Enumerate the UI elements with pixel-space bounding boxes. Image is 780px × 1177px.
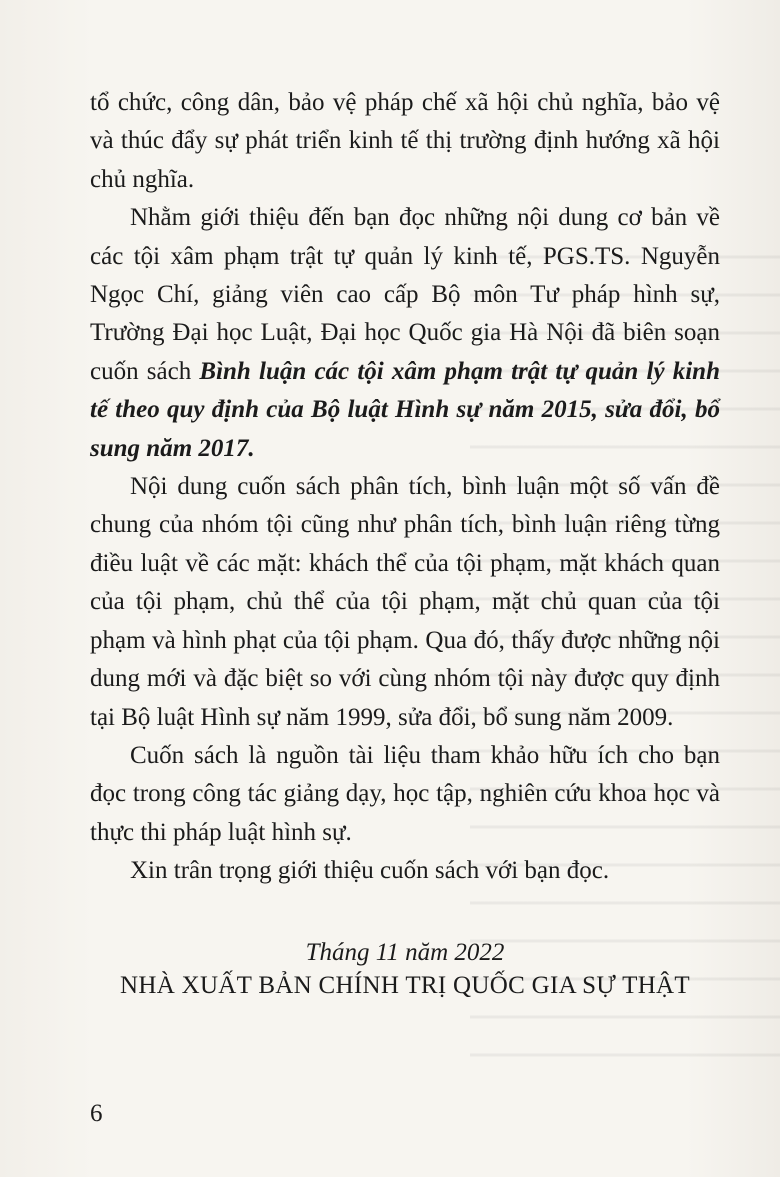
page-number: 6 xyxy=(90,1100,103,1127)
paragraph-2-lead: Nhằm giới thiệu đến bạn đọc những nội dung cơ bản về các tội xâm phạm trật tự quản lý kinh tế, PGS.TS. Nguyễn Ngọc Chí, giảng viên cao cấp Bộ môn Tư pháp hình sự, Trường Đại học Luật, Đại học Quốc gia Hà Nội đã biên soạn cuốn sách xyxy=(90,204,720,385)
paragraph-5: Xin trân trọng giới thiệu cuốn sách với bạn đọc. xyxy=(130,857,610,885)
paragraph-4: Cuốn sách là nguồn tài liệu tham khảo hữu ích cho bạn đọc trong công tác giảng dạy, học tập, nghiên cứu khoa học và thực thi pháp luật hình sự. xyxy=(90,741,720,846)
book-title: Bình luận các tội xâm phạm trật tự quản lý kinh tế theo quy định của Bộ luật Hình sự năm 2015, sửa đổi, bổ sung năm 2017 xyxy=(90,357,720,462)
body-text xyxy=(90,84,720,891)
date-line: Tháng 11 năm 2022 xyxy=(305,939,505,966)
paragraph-2 xyxy=(90,199,720,468)
paragraph-2-end: . xyxy=(248,434,255,462)
paragraph-1: tổ chức, công dân, bảo vệ pháp chế xã hội chủ nghĩa, bảo vệ và thúc đẩy sự phát triển kinh tế thị trường định hướng xã hội chủ nghĩa. xyxy=(90,89,720,193)
publisher-name: NHÀ XUẤT BẢN CHÍNH TRỊ QUỐC GIA SỰ THẬT xyxy=(119,972,690,999)
paragraph-3: Nội dung cuốn sách phân tích, bình luận một số vấn đề chung của nhóm tội cũng như phân tích, bình luận riêng từng điều luật về các mặt: khách thể của tội phạm, mặt khách quan của tội phạm, chủ thể của tội phạm, mặt chủ quan của tội phạm và hình phạt của tội phạm. Qua đó, thấy được những nội dung mới và đặc biệt so với cùng nhóm tội này được quy định tại Bộ luật Hình sự năm 1999, sửa đổi, bổ sung năm 2009. xyxy=(90,473,720,731)
